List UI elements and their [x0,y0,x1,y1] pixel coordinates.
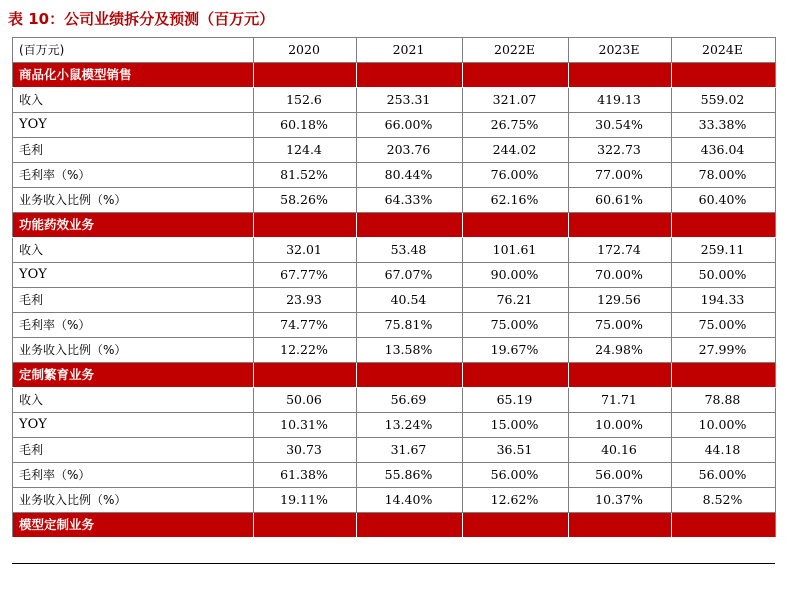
cell-value: 559.02 [672,88,776,113]
cell-value: 19.11% [254,488,357,513]
table-row [13,488,776,513]
cell-value: 203.76 [357,138,463,163]
cell-value: 53.48 [357,238,463,263]
section-row [13,63,776,88]
table-row [13,388,776,413]
cell-value: 13.24% [357,413,463,438]
section-row [13,363,776,388]
cell-value: 30.73 [254,438,357,463]
cell-value: 23.93 [254,288,357,313]
cell-value: 152.6 [254,88,357,113]
table-bottom-rule [12,563,775,564]
row-label: 毛利 [13,288,254,313]
cell-value: 75.00% [672,313,776,338]
cell-value: 58.26% [254,188,357,213]
row-label: YOY [13,413,254,438]
cell-value: 10.31% [254,413,357,438]
cell-value: 56.00% [569,463,672,488]
row-label: 毛利 [13,438,254,463]
year-header-2024e: 2024E [672,38,776,63]
table-row [13,113,776,138]
cell-value: 64.33% [357,188,463,213]
table-row [13,138,776,163]
year-header-2020: 2020 [254,38,357,63]
cell-value: 26.75% [463,113,569,138]
section-title: 模型定制业务 [13,513,254,538]
table-row [13,338,776,363]
cell-value: 32.01 [254,238,357,263]
table-row [13,463,776,488]
cell-value: 56.00% [463,463,569,488]
cell-value: 50.06 [254,388,357,413]
cell-value: 44.18 [672,438,776,463]
cell-value: 62.16% [463,188,569,213]
cell-value: 13.58% [357,338,463,363]
cell-value: 27.99% [672,338,776,363]
cell-value: 36.51 [463,438,569,463]
row-label: 业务收入比例（%） [13,188,254,213]
cell-value: 322.73 [569,138,672,163]
cell-value: 321.07 [463,88,569,113]
cell-value: 436.04 [672,138,776,163]
cell-value: 50.00% [672,263,776,288]
cell-value: 12.62% [463,488,569,513]
table-row [13,313,776,338]
cell-value: 56.00% [672,463,776,488]
cell-value: 75.00% [569,313,672,338]
table-row [13,238,776,263]
row-label: 收入 [13,238,254,263]
cell-value: 10.00% [569,413,672,438]
section-title: 商品化小鼠模型销售 [13,63,254,88]
section-row [13,513,776,538]
cell-value: 259.11 [672,238,776,263]
cell-value: 419.13 [569,88,672,113]
cell-value: 24.98% [569,338,672,363]
row-label: YOY [13,263,254,288]
table-row [13,188,776,213]
cell-value: 40.16 [569,438,672,463]
table-title: 表 10：公司业绩拆分及预测（百万元） [8,10,275,28]
year-header-2022e: 2022E [463,38,569,63]
cell-value: 253.31 [357,88,463,113]
row-label: 收入 [13,88,254,113]
cell-value: 172.74 [569,238,672,263]
cell-value: 67.07% [357,263,463,288]
cell-value: 124.4 [254,138,357,163]
cell-value: 67.77% [254,263,357,288]
cell-value: 12.22% [254,338,357,363]
row-label: 业务收入比例（%） [13,488,254,513]
cell-value: 75.81% [357,313,463,338]
cell-value: 55.86% [357,463,463,488]
cell-value: 76.21 [463,288,569,313]
table-row [13,263,776,288]
header-row [13,38,776,63]
row-label: 毛利率（%） [13,463,254,488]
cell-value: 74.77% [254,313,357,338]
cell-value: 81.52% [254,163,357,188]
cell-value: 33.38% [672,113,776,138]
cell-value: 194.33 [672,288,776,313]
row-label: 业务收入比例（%） [13,338,254,363]
cell-value: 15.00% [463,413,569,438]
table-row [13,288,776,313]
unit-label: (百万元) [13,38,254,63]
cell-value: 61.38% [254,463,357,488]
cell-value: 60.61% [569,188,672,213]
row-label: 收入 [13,388,254,413]
cell-value: 80.44% [357,163,463,188]
cell-value: 65.19 [463,388,569,413]
year-header-2023e: 2023E [569,38,672,63]
cell-value: 19.67% [463,338,569,363]
cell-value: 60.40% [672,188,776,213]
financial-forecast-table [12,37,776,538]
cell-value: 76.00% [463,163,569,188]
cell-value: 66.00% [357,113,463,138]
section-title: 功能药效业务 [13,213,254,238]
cell-value: 10.37% [569,488,672,513]
cell-value: 77.00% [569,163,672,188]
table-row [13,88,776,113]
cell-value: 40.54 [357,288,463,313]
cell-value: 70.00% [569,263,672,288]
row-label: 毛利率（%） [13,313,254,338]
cell-value: 60.18% [254,113,357,138]
cell-value: 78.88 [672,388,776,413]
section-title: 定制繁育业务 [13,363,254,388]
cell-value: 31.67 [357,438,463,463]
cell-value: 10.00% [672,413,776,438]
table-row [13,163,776,188]
table-row [13,413,776,438]
section-row [13,213,776,238]
row-label: 毛利率（%） [13,163,254,188]
cell-value: 71.71 [569,388,672,413]
cell-value: 101.61 [463,238,569,263]
cell-value: 56.69 [357,388,463,413]
cell-value: 129.56 [569,288,672,313]
cell-value: 75.00% [463,313,569,338]
row-label: YOY [13,113,254,138]
cell-value: 90.00% [463,263,569,288]
year-header-2021: 2021 [357,38,463,63]
cell-value: 14.40% [357,488,463,513]
cell-value: 78.00% [672,163,776,188]
table-row [13,438,776,463]
cell-value: 30.54% [569,113,672,138]
cell-value: 8.52% [672,488,776,513]
cell-value: 244.02 [463,138,569,163]
row-label: 毛利 [13,138,254,163]
